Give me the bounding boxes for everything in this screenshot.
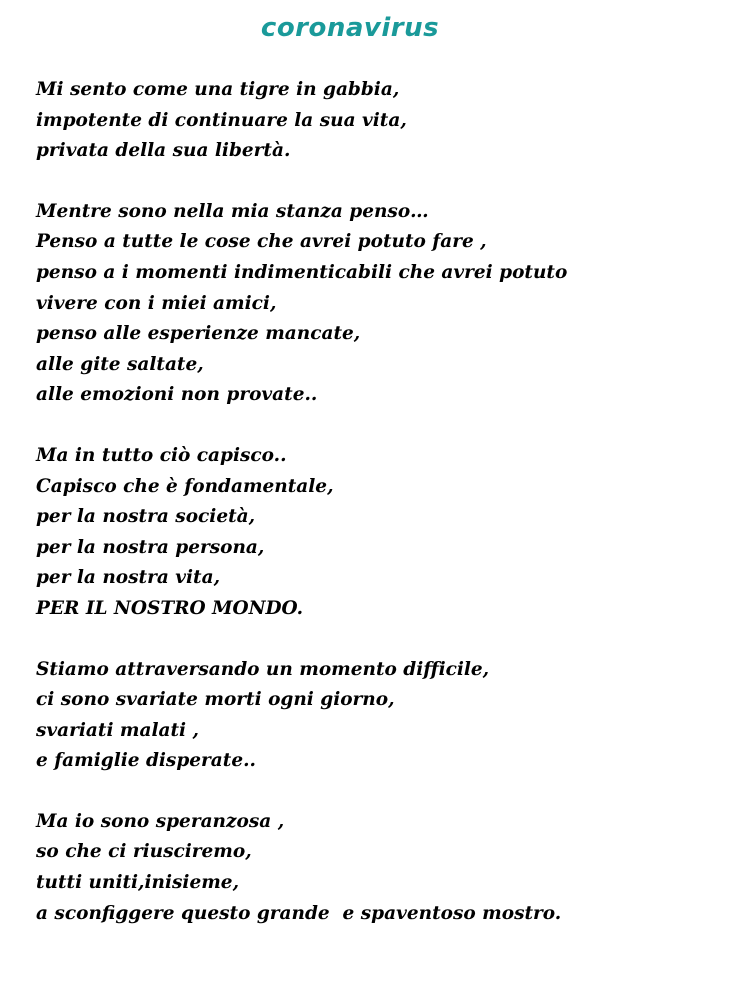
poem-line: privata della sua libertà. — [36, 140, 291, 162]
poem-line: tutti uniti,inisieme, — [36, 872, 240, 894]
stanza-5 — [36, 807, 726, 929]
poem-line: Mentre sono nella mia stanza penso… — [36, 200, 429, 222]
poem-title: coronavirus — [260, 13, 440, 43]
poem-line: per la nostra vita, — [36, 567, 221, 589]
poem-line: ci sono svariate morti ogni giorno, — [36, 689, 395, 711]
poem-line: a sconfiggere questo grande e spaventoso mostro. — [36, 902, 562, 924]
poem-line: Mi sento come una tigre in gabbia, — [36, 79, 400, 100]
poem-line: alle gite saltate, — [36, 353, 204, 375]
poem-line: Capisco che è fondamentale, — [36, 475, 334, 497]
poem-line: Penso a tutte le cose che avrei potuto fare , — [36, 231, 487, 253]
poem-line: so che ci riusciremo, — [36, 841, 252, 863]
poem-line: penso alle esperienze mancate, — [36, 323, 361, 345]
poem-line: vivere con i miei amici, — [36, 292, 277, 314]
poem-line: impotente di continuare la sua vita, — [36, 109, 407, 131]
poem-line: per la nostra persona, — [36, 536, 265, 558]
poem-line: per la nostra società, — [36, 506, 256, 528]
poem-line: alle emozioni non provate.. — [36, 384, 318, 406]
poem-line: e famiglie disperate.. — [36, 750, 256, 772]
poem-line: Stiamo attraversando un momento difficile, — [36, 658, 490, 680]
stanza-2 — [36, 197, 726, 411]
poem-body — [36, 75, 726, 959]
poem-line: Ma in tutto ciò capisco.. — [36, 444, 287, 466]
poem-line: Ma io sono speranzosa , — [36, 810, 285, 832]
stanza-3 — [36, 441, 726, 625]
poem-line: penso a i momenti indimenticabili che avrei potuto — [36, 261, 568, 283]
poem-line: svariati malati , — [36, 719, 199, 741]
stanza-4 — [36, 655, 726, 777]
stanza-1 — [36, 75, 726, 167]
poem-line: PER IL NOSTRO MONDO. — [36, 597, 304, 619]
